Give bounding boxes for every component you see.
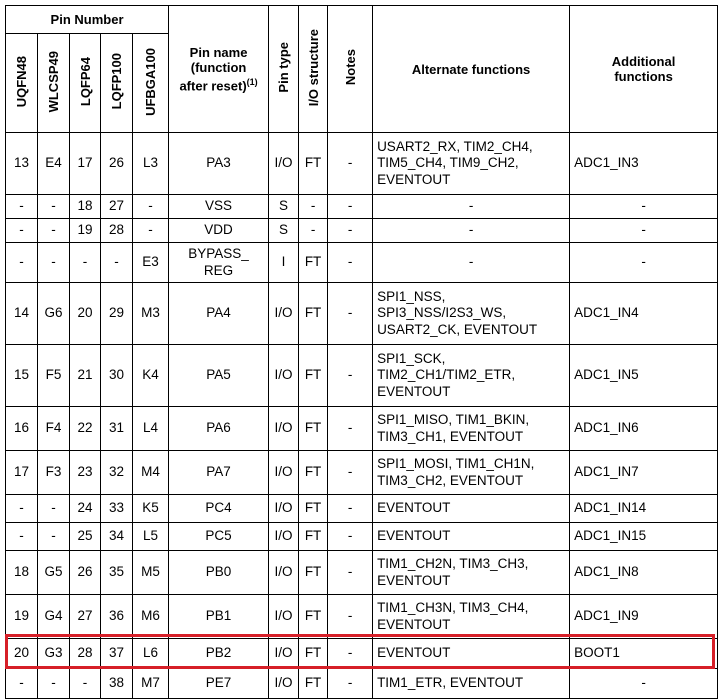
io-structure-cell: FT	[299, 451, 328, 495]
pin-name-line: VSS	[205, 198, 233, 214]
notes-cell: -	[328, 669, 373, 699]
ufbga100-cell: M7	[133, 669, 169, 699]
wlcsp49-cell: G3	[38, 639, 70, 669]
package-label-wlcsp49: WLCSP49	[46, 50, 61, 113]
lqfp64-cell: 19	[70, 219, 101, 243]
pin-name-line: PA4	[206, 305, 231, 321]
additional-functions-cell: ADC1_IN3	[570, 133, 718, 195]
notes-cell: -	[328, 639, 373, 669]
alternate-functions-line: TIM2_CH1/TIM2_ETR,	[377, 367, 516, 383]
table-row	[6, 523, 718, 551]
io-structure-cell: FT	[299, 407, 328, 451]
uqfn48-cell: 16	[6, 407, 38, 451]
uqfn48-cell: 19	[6, 595, 38, 639]
additional-functions-cell: ADC1_IN6	[570, 407, 718, 451]
alternate-functions-cell	[373, 407, 570, 451]
alternate-functions-line: TIM1_CH3N, TIM3_CH4,	[377, 600, 529, 615]
pin-name-footnote: (1)	[246, 76, 258, 87]
notes-cell: -	[328, 407, 373, 451]
pin-type-cell: I/O	[269, 523, 299, 551]
additional-functions-cell: BOOT1	[570, 639, 718, 669]
alternate-functions-line: TIM3_CH1, EVENTOUT	[377, 428, 524, 444]
additional-functions-cell: -	[570, 669, 718, 699]
ufbga100-cell: L5	[133, 523, 169, 551]
pin-name-line: PA5	[206, 367, 231, 383]
wlcsp49-cell: G5	[38, 551, 70, 595]
io-structure-cell: FT	[299, 639, 328, 669]
pin-name-line: PE7	[205, 675, 232, 691]
lqfp100-cell: 33	[101, 495, 133, 523]
uqfn48-cell: -	[6, 219, 38, 243]
io-structure-cell: FT	[299, 133, 328, 195]
ufbga100-cell: K4	[133, 345, 169, 407]
ufbga100-cell: M5	[133, 551, 169, 595]
lqfp64-cell: -	[70, 669, 101, 699]
wlcsp49-cell: -	[38, 495, 70, 523]
additional-functions-cell: ADC1_IN9	[570, 595, 718, 639]
table-row	[6, 595, 718, 639]
pin-name-line: PB1	[205, 608, 232, 624]
wlcsp49-cell: F4	[38, 407, 70, 451]
additional-line1: Additional	[611, 54, 676, 69]
alternate-functions-line: -	[468, 198, 474, 214]
io-structure-cell: FT	[299, 243, 328, 283]
table-row	[6, 639, 718, 669]
pin-name-cell	[169, 195, 269, 219]
alternate-functions-line: EVENTOUT	[377, 616, 451, 632]
lqfp64-cell: 22	[70, 407, 101, 451]
wlcsp49-cell: -	[38, 523, 70, 551]
notes-cell: -	[328, 243, 373, 283]
pin-type-cell: I/O	[269, 133, 299, 195]
ufbga100-cell: -	[133, 219, 169, 243]
alternate-functions-cell	[373, 451, 570, 495]
package-label-uqfn48: UQFN48	[14, 55, 29, 108]
pin-name-line: PC5	[205, 528, 232, 544]
table-row	[6, 669, 718, 699]
pin-name-header	[169, 6, 269, 133]
pin-type-cell: I	[269, 243, 299, 283]
io-structure-cell: FT	[299, 523, 328, 551]
table-row	[6, 345, 718, 407]
notes-cell: -	[328, 523, 373, 551]
pin-name-line3: after reset)	[179, 78, 247, 94]
alternate-functions-line: -	[468, 222, 474, 238]
alternate-functions-line: EVENTOUT	[377, 645, 451, 661]
pin-name-cell	[169, 451, 269, 495]
ufbga100-cell: L3	[133, 133, 169, 195]
pin-type-cell: I/O	[269, 495, 299, 523]
alternate-functions-cell	[373, 133, 570, 195]
pin-type-cell: I/O	[269, 451, 299, 495]
lqfp100-cell: 37	[101, 639, 133, 669]
ufbga100-cell: M3	[133, 283, 169, 345]
lqfp64-cell: 21	[70, 345, 101, 407]
pin-name-cell	[169, 133, 269, 195]
wlcsp49-cell: E4	[38, 133, 70, 195]
uqfn48-cell: -	[6, 243, 38, 283]
alternate-functions-cell	[373, 551, 570, 595]
notes-cell: -	[328, 451, 373, 495]
lqfp100-cell: 31	[101, 407, 133, 451]
ufbga100-cell: K5	[133, 495, 169, 523]
alternate-functions-line: TIM3_CH2, EVENTOUT	[377, 472, 524, 488]
alternate-functions-cell	[373, 639, 570, 669]
alternate-functions-cell	[373, 495, 570, 523]
alternate-functions-line: USART2_RX, TIM2_CH4,	[377, 138, 533, 154]
notes-cell: -	[328, 595, 373, 639]
pin-type-cell: I/O	[269, 407, 299, 451]
pin-name-line: BYPASS_	[188, 246, 249, 261]
io-structure-cell: FT	[299, 595, 328, 639]
alternate-functions-line: SPI1_SCK,	[377, 350, 446, 366]
additional-functions-cell: ADC1_IN14	[570, 495, 718, 523]
alternate-functions-line: -	[468, 254, 474, 270]
alternate-functions-line: TIM1_CH2N, TIM3_CH3,	[377, 556, 529, 571]
pin-name-cell	[169, 407, 269, 451]
pin-name-line: REG	[203, 262, 234, 278]
pin-name-cell	[169, 345, 269, 407]
pin-name-line: PA3	[206, 155, 231, 171]
additional-functions-cell: ADC1_IN4	[570, 283, 718, 345]
package-header-uqfn48	[6, 34, 38, 133]
uqfn48-cell: 15	[6, 345, 38, 407]
pin-type-cell: I/O	[269, 595, 299, 639]
additional-line2: functions	[614, 69, 673, 84]
lqfp64-cell: -	[70, 243, 101, 283]
alternate-functions-line: SPI1_NSS,	[377, 288, 446, 304]
lqfp64-cell: 17	[70, 133, 101, 195]
ufbga100-cell: -	[133, 195, 169, 219]
alternate-functions-line: SPI1_MISO, TIM1_BKIN,	[377, 412, 530, 427]
lqfp100-cell: 27	[101, 195, 133, 219]
wlcsp49-cell: F3	[38, 451, 70, 495]
alternate-functions-line: USART2_CK, EVENTOUT	[377, 321, 538, 337]
lqfp100-cell: 29	[101, 283, 133, 345]
lqfp100-cell: -	[101, 243, 133, 283]
wlcsp49-cell: -	[38, 219, 70, 243]
alternate-functions-cell	[373, 195, 570, 219]
io-structure-header-label: I/O structure	[305, 28, 321, 107]
uqfn48-cell: -	[6, 195, 38, 219]
additional-functions-header	[570, 6, 718, 133]
lqfp64-cell: 20	[70, 283, 101, 345]
wlcsp49-cell: -	[38, 669, 70, 699]
io-structure-cell: FT	[299, 283, 328, 345]
lqfp100-cell: 28	[101, 219, 133, 243]
io-structure-cell: FT	[299, 345, 328, 407]
pin-name-line: PA6	[206, 420, 231, 436]
notes-cell: -	[328, 219, 373, 243]
alternate-functions-cell	[373, 243, 570, 283]
table-row	[6, 219, 718, 243]
table-row	[6, 551, 718, 595]
notes-cell: -	[328, 195, 373, 219]
pin-type-cell: I/O	[269, 551, 299, 595]
package-header-wlcsp49	[38, 34, 70, 133]
lqfp100-cell: 30	[101, 345, 133, 407]
alternate-functions-line: EVENTOUT	[377, 383, 451, 399]
lqfp64-cell: 24	[70, 495, 101, 523]
io-structure-cell: FT	[299, 495, 328, 523]
additional-functions-cell: ADC1_IN15	[570, 523, 718, 551]
pin-name-line: VDD	[204, 222, 233, 238]
ufbga100-cell: L4	[133, 407, 169, 451]
alternate-functions-line: EVENTOUT	[377, 528, 451, 544]
lqfp64-cell: 25	[70, 523, 101, 551]
lqfp64-cell: 28	[70, 639, 101, 669]
additional-functions-cell: ADC1_IN5	[570, 345, 718, 407]
lqfp100-cell: 38	[101, 669, 133, 699]
pin-type-cell: I/O	[269, 345, 299, 407]
additional-functions-cell: -	[570, 243, 718, 283]
notes-cell: -	[328, 495, 373, 523]
table-row	[6, 451, 718, 495]
lqfp64-cell: 18	[70, 195, 101, 219]
alternate-functions-line: SPI1_MOSI, TIM1_CH1N,	[377, 456, 535, 471]
lqfp100-cell: 26	[101, 133, 133, 195]
package-header-ufbga100	[133, 34, 169, 133]
pin-name-cell	[169, 495, 269, 523]
additional-functions-cell: -	[570, 219, 718, 243]
wlcsp49-cell: F5	[38, 345, 70, 407]
lqfp64-cell: 26	[70, 551, 101, 595]
notes-header-label: Notes	[342, 49, 358, 86]
io-structure-cell: FT	[299, 551, 328, 595]
table-row	[6, 407, 718, 451]
pin-name-cell	[169, 551, 269, 595]
package-label-lqfp100: LQFP100	[109, 53, 124, 110]
table-row	[6, 133, 718, 195]
additional-functions-cell: ADC1_IN7	[570, 451, 718, 495]
wlcsp49-cell: G6	[38, 283, 70, 345]
wlcsp49-cell: G4	[38, 595, 70, 639]
uqfn48-cell: 18	[6, 551, 38, 595]
alternate-functions-line: SPI3_NSS/I2S3_WS,	[377, 305, 507, 321]
ufbga100-cell: M6	[133, 595, 169, 639]
pin-number-header: Pin Number	[6, 6, 169, 34]
pin-table	[5, 5, 718, 699]
alternate-functions-cell	[373, 345, 570, 407]
lqfp100-cell: 35	[101, 551, 133, 595]
notes-cell: -	[328, 345, 373, 407]
ufbga100-cell: M4	[133, 451, 169, 495]
pin-name-cell	[169, 243, 269, 283]
notes-cell: -	[328, 283, 373, 345]
package-label-lqfp64: LQFP64	[77, 56, 93, 107]
pin-name-line: PB0	[205, 564, 232, 580]
io-structure-header	[299, 6, 328, 133]
alternate-functions-line: EVENTOUT	[377, 500, 451, 516]
lqfp100-cell: 34	[101, 523, 133, 551]
table-row	[6, 283, 718, 345]
pin-name-line2: (function	[190, 59, 247, 75]
pin-type-cell: I/O	[269, 669, 299, 699]
lqfp64-cell: 27	[70, 595, 101, 639]
pin-type-cell: S	[269, 219, 299, 243]
alternate-functions-line: TIM5_CH4, TIM9_CH2,	[377, 155, 519, 171]
package-label-ufbga100: UFBGA100	[143, 47, 159, 116]
alternate-functions-line: TIM1_ETR, EVENTOUT	[377, 675, 524, 691]
pin-name-cell	[169, 595, 269, 639]
pin-name-cell	[169, 219, 269, 243]
notes-header	[328, 6, 373, 133]
alternate-functions-cell	[373, 595, 570, 639]
additional-functions-cell: ADC1_IN8	[570, 551, 718, 595]
uqfn48-cell: 20	[6, 639, 38, 669]
pin-type-cell: I/O	[269, 283, 299, 345]
table-row	[6, 495, 718, 523]
uqfn48-cell: 14	[6, 283, 38, 345]
uqfn48-cell: -	[6, 523, 38, 551]
wlcsp49-cell: -	[38, 243, 70, 283]
table-row	[6, 243, 718, 283]
notes-cell: -	[328, 133, 373, 195]
pin-name-line1: Pin name	[189, 44, 248, 60]
ufbga100-cell: L6	[133, 639, 169, 669]
notes-cell: -	[328, 551, 373, 595]
alternate-functions-cell	[373, 219, 570, 243]
alternate-functions-cell	[373, 523, 570, 551]
package-header-lqfp100	[101, 34, 133, 133]
uqfn48-cell: -	[6, 669, 38, 699]
additional-functions-cell: -	[570, 195, 718, 219]
package-header-lqfp64	[70, 34, 101, 133]
alternate-functions-cell	[373, 283, 570, 345]
pin-name-cell	[169, 523, 269, 551]
alternate-functions-cell	[373, 669, 570, 699]
alternate-functions-line: EVENTOUT	[377, 572, 451, 588]
io-structure-cell: -	[299, 219, 328, 243]
ufbga100-cell: E3	[133, 243, 169, 283]
alternate-functions-line: EVENTOUT	[377, 171, 451, 187]
pin-type-header	[269, 6, 299, 133]
alternate-functions-header: Alternate functions	[373, 6, 570, 133]
pin-type-header-label: Pin type	[276, 42, 292, 93]
pin-type-cell: S	[269, 195, 299, 219]
pin-name-cell	[169, 639, 269, 669]
uqfn48-cell: -	[6, 495, 38, 523]
table-row	[6, 195, 718, 219]
pin-name-line: PB2	[205, 645, 232, 661]
io-structure-cell: -	[299, 195, 328, 219]
pin-name-line: PA7	[206, 464, 231, 480]
uqfn48-cell: 17	[6, 451, 38, 495]
pin-type-cell: I/O	[269, 639, 299, 669]
pin-rows	[6, 133, 718, 699]
lqfp64-cell: 23	[70, 451, 101, 495]
pin-name-line: PC4	[205, 500, 232, 516]
lqfp100-cell: 32	[101, 451, 133, 495]
uqfn48-cell: 13	[6, 133, 38, 195]
pin-name-cell	[169, 669, 269, 699]
pin-name-cell	[169, 283, 269, 345]
lqfp100-cell: 36	[101, 595, 133, 639]
io-structure-cell: FT	[299, 669, 328, 699]
wlcsp49-cell: -	[38, 195, 70, 219]
